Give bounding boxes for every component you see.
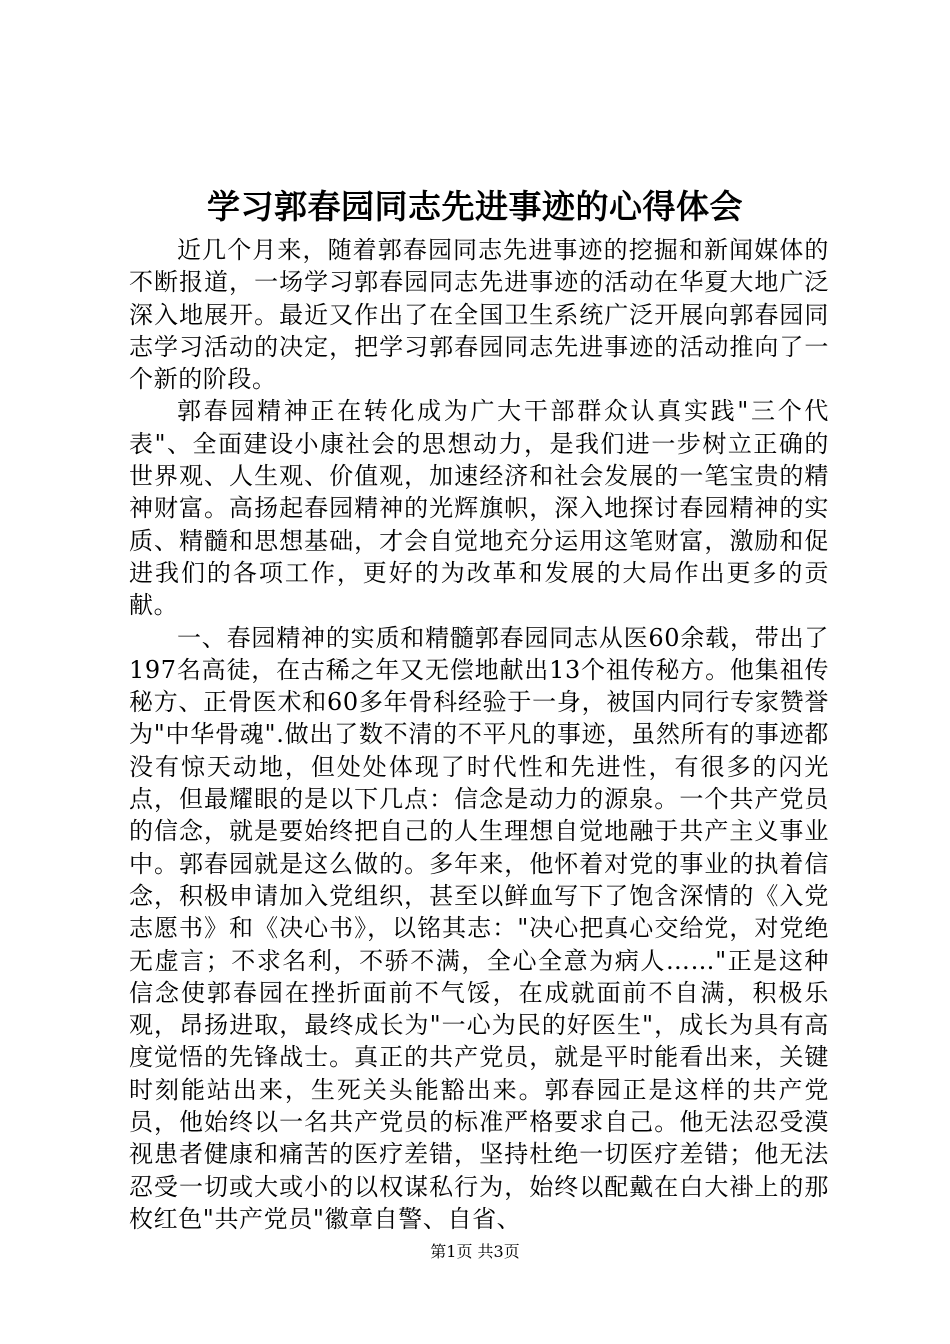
page-number-footer: 第1页 共3页 — [430, 1242, 520, 1261]
paragraph-1: 近几个月来，随着郭春园同志先进事迹的挖掘和新闻媒体的不断报道，一场学习郭春园同志先进事迹的活动在华夏大地广泛深入地展开。最近又作出了在全国卫生系统广泛开展向郭春园同志学习活动的决定，把学习郭春园同志先进事迹的活动推向了一个新的阶段。 — [129, 236, 829, 394]
paragraph-3: 一、春园精神的实质和精髓郭春园同志从医60余载，带出了197名高徒，在古稀之年又无偿地献出13个祖传秘方。他集祖传秘方、正骨医术和60多年骨科经验于一身，被国内同行专家赞誉为"中华骨魂".做出了数不清的不平凡的事迹，虽然所有的事迹都没有惊天动地，但处处体现了时代性和先进性，有很多的闪光点，但最耀眼的是以下几点：信念是动力的源泉。一个共产党员的信念，就是要始终把自己的人生理想自觉地融于共产主义事业中。郭春园就是这么做的。多年来，他怀着对党的事业的执着信念，积极申请加入党组织，甚至以鲜血写下了饱含深情的《入党志愿书》和《决心书》，以铭其志："决心把真心交给党，对党绝无虚言；不求名利，不骄不满，全心全意为病人……"正是这种信念使郭春园在挫折面前不气馁，在成就面前不自满，积极乐观，昂扬进取，最终成长为"一心为民的好医生"，成长为具有高度觉悟的先锋战士。真正的共产党员，就是平时能看出来，关键时刻能站出来，生死关头能豁出来。郭春园正是这样的共产党员，他始终以一名共产党员的标准严格要求自己。他无法忍受漠视患者健康和痛苦的医疗差错，坚持杜绝一切医疗差错；他无法忍受一切或大或小的以权谋私行为，始终以配戴在白大褂上的那枚红色"共产党员"徽章自警、自省、 — [129, 623, 829, 1233]
document-title: 学习郭春园同志先进事迹的心得体会 — [207, 187, 743, 226]
paragraph-2: 郭春园精神正在转化成为广大干部群众认真实践"三个代表"、全面建设小康社会的思想动力，是我们进一步树立正确的世界观、人生观、价值观，加速经济和社会发展的一笔宝贵的精神财富。高扬起春园精神的光辉旗帜，深入地探讨春园精神的实质、精髓和思想基础，才会自觉地充分运用这笔财富，激励和促进我们的各项工作，更好的为改革和发展的大局作出更多的贡献。 — [129, 397, 829, 620]
document-body — [129, 234, 829, 1235]
